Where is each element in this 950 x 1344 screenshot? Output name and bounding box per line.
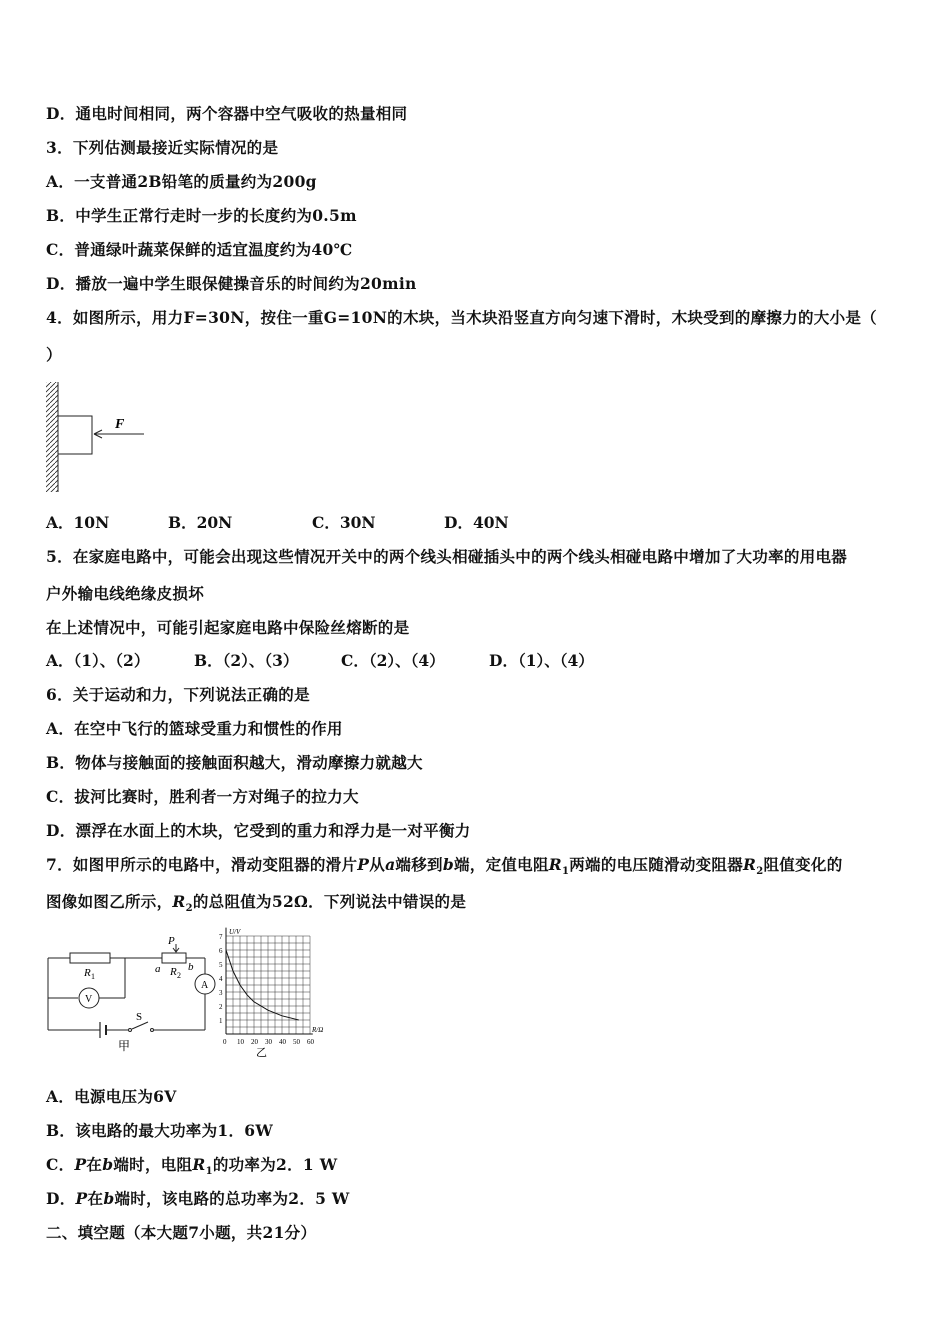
y-tick-label: 7 (219, 933, 223, 941)
svg-text:2: 2 (177, 971, 181, 980)
q7-option-a: A．电源电压为6V (46, 1087, 177, 1106)
svg-text:R: R (170, 966, 177, 978)
x-axis-label: R/Ω (312, 1026, 324, 1034)
y-tick-label: 4 (219, 975, 223, 983)
q5-option-b: B．（2）、（3） (194, 651, 299, 670)
r2-rheostat (162, 953, 186, 963)
x-tick-label: 50 (293, 1038, 300, 1046)
svg-text:a: a (155, 963, 161, 975)
x-tick-label: 60 (307, 1038, 314, 1046)
q2-option-d: D．通电时间相同，两个容器中空气吸收的热量相同 (46, 104, 408, 123)
svg-text:甲: 甲 (118, 1039, 131, 1053)
y-tick-label: 3 (219, 989, 223, 997)
q3-stem: 3．下列估测最接近实际情况的是 (46, 138, 279, 157)
q7-stem-line2: 图像如图乙所示，$R_2$的总阻值为52Ω．下列说法中错误的是 (46, 892, 467, 915)
svg-text:V: V (85, 994, 93, 1005)
q7-stem-line1: 7．如图甲所示的电路中，滑动变阻器的滑片P从a端移到b端，定值电阻$R_1$两端的电压随滑动变阻器$R_2$阻值变化的 (46, 855, 843, 878)
q5-stem-line1: 5．在家庭电路中，可能会出现这些情况开关中的两个线头相碰插头中的两个线头相碰电路中增加了大功率的用电器 (46, 547, 848, 566)
wall (46, 382, 58, 492)
q7-option-c: C．P在b端时，电阻$R_1$的功率为2．1 W (46, 1155, 338, 1178)
y-tick-label: 1 (219, 1017, 223, 1025)
q6-option-b: B．物体与接触面的接触面积越大，滑动摩擦力就越大 (46, 753, 423, 772)
q4-option-b: B．20N (168, 513, 233, 532)
q3-option-d: D．播放一遍中学生眼保健操音乐的时间约为20min (46, 274, 417, 293)
q5-option-c: C．（2）、（4） (341, 651, 445, 670)
y-tick-label: 5 (219, 961, 223, 969)
q4-figure (40, 378, 160, 496)
graph-caption: 乙 (256, 1047, 267, 1058)
q5-stem-line3: 在上述情况中，可能引起家庭电路中保险丝熔断的是 (46, 618, 410, 637)
q4-stem-line2: ） (46, 345, 62, 364)
q4-option-c: C．30N (312, 513, 376, 532)
svg-text:A: A (201, 980, 209, 991)
svg-text:1: 1 (91, 972, 95, 981)
x-tick-label: 30 (265, 1038, 272, 1046)
q4-stem-line1: 4．如图所示，用力F=30N，按住一重G=10N的木块，当木块沿竖直方向匀速下滑时，木块受到的摩擦力的大小是（ (46, 308, 877, 327)
x-tick-label: 40 (279, 1038, 286, 1046)
x-tick-label: 20 (251, 1038, 258, 1046)
x-tick-label: 10 (237, 1038, 244, 1046)
q4-option-d: D．40N (444, 513, 509, 532)
y-axis-label: U/V (229, 928, 241, 936)
q3-option-c: C．普通绿叶蔬菜保鲜的适宜温度约为40℃ (46, 240, 353, 259)
q4-option-a: A．10N (46, 513, 110, 532)
svg-text:b: b (188, 961, 194, 973)
q6-option-d: D．漂浮在水面上的木块，它受到的重力和浮力是一对平衡力 (46, 821, 471, 840)
q3-option-b: B．中学生正常行走时一步的长度约为0.5m (46, 206, 357, 225)
svg-text:R: R (84, 967, 91, 979)
svg-text:S: S (136, 1011, 143, 1023)
svg-text:P: P (168, 936, 175, 947)
q5-option-a: A．（1）、（2） (46, 651, 150, 670)
q6-option-a: A．在空中飞行的篮球受重力和惯性的作用 (46, 719, 343, 738)
q7-option-b: B．该电路的最大功率为1．6W (46, 1121, 274, 1140)
q5-option-d: D．（1）、（4） (489, 651, 594, 670)
q7-option-d: D．P在b端时，该电路的总功率为2．5 W (46, 1189, 350, 1208)
q6-stem: 6．关于运动和力，下列说法正确的是 (46, 685, 310, 704)
x-tick-label: 0 (223, 1038, 227, 1046)
y-tick-label: 2 (219, 1003, 223, 1011)
q6-option-c: C．拔河比赛时，胜利者一方对绳子的拉力大 (46, 787, 359, 806)
q7-graph (212, 926, 337, 1058)
switch (132, 1022, 148, 1029)
q7-circuit-diagram (40, 936, 220, 1056)
r1-resistor (70, 953, 110, 963)
q5-stem-line2: 户外输电线绝缘皮损坏 (46, 584, 205, 603)
q3-option-a: A．一支普通2B铅笔的质量约为200g (46, 172, 317, 191)
force-label: F (115, 417, 125, 432)
section-title: 二、填空题（本大题7小题，共21分） (46, 1223, 317, 1242)
y-tick-label: 6 (219, 947, 223, 955)
wood-block (58, 416, 92, 454)
